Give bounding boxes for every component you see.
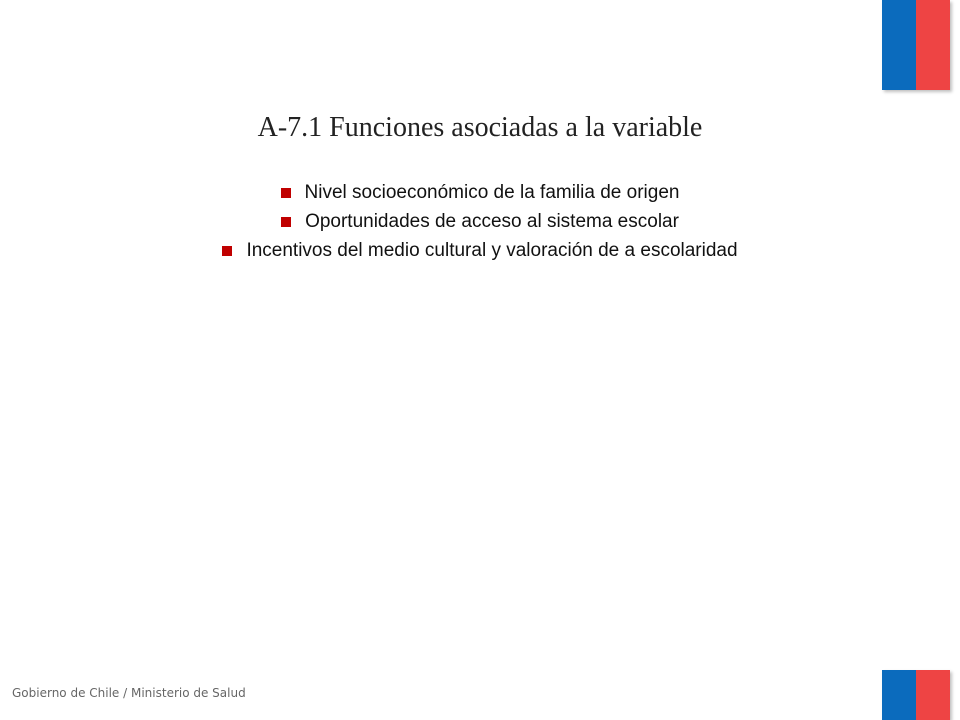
bullet-item xyxy=(0,207,960,236)
chile-flag-top-icon xyxy=(882,0,950,90)
flag-blue-stripe xyxy=(882,670,916,720)
bullet-item xyxy=(0,178,960,207)
square-bullet-icon xyxy=(281,188,291,198)
bullet-list xyxy=(0,178,960,265)
flag-red-stripe xyxy=(916,670,950,720)
slide-title: A-7.1 Funciones asociadas a la variable xyxy=(257,112,703,143)
flag-blue-stripe xyxy=(882,0,916,90)
square-bullet-icon xyxy=(222,246,232,256)
bullet-item xyxy=(0,236,960,265)
bullet-text: Nivel socioeconómico de la familia de origen xyxy=(304,181,680,203)
bullet-text: Oportunidades de acceso al sistema escolar xyxy=(305,210,679,232)
square-bullet-icon xyxy=(281,217,291,227)
chile-flag-bottom-icon xyxy=(882,670,950,720)
footer-text: Gobierno de Chile / Ministerio de Salud xyxy=(12,686,246,700)
flag-red-stripe xyxy=(916,0,950,90)
bullet-text: Incentivos del medio cultural y valoración de a escolaridad xyxy=(246,239,738,261)
